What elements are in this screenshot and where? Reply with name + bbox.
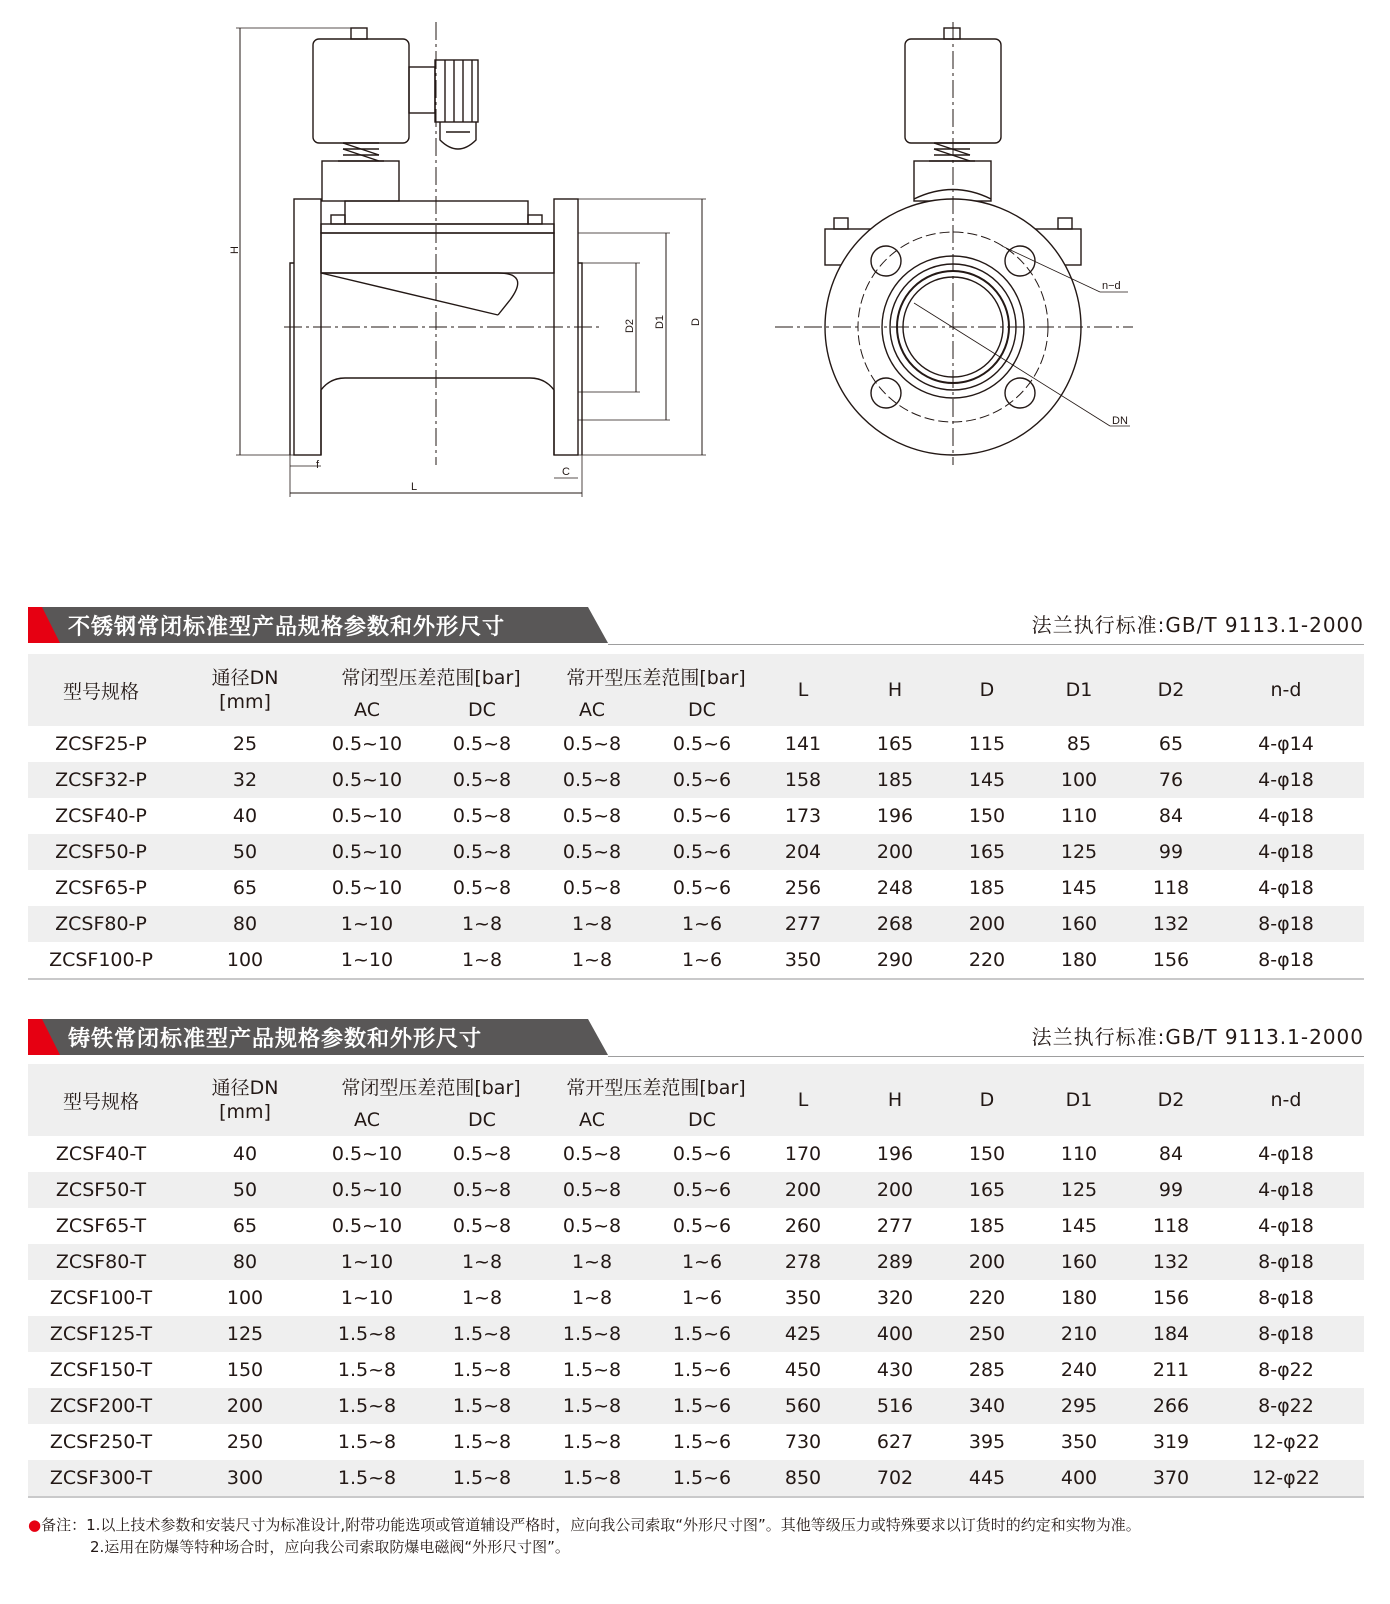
- cell-l: 256: [784, 877, 822, 899]
- cell-l: 141: [784, 733, 822, 755]
- header-d: D: [979, 679, 995, 701]
- cell-d1: 160: [1024, 906, 1134, 942]
- cell-dn: 200: [174, 1388, 316, 1424]
- cell-nd: 4-φ18: [1258, 877, 1314, 899]
- cell-nc-ac: 1.5~8: [316, 1388, 418, 1424]
- footnote-text-2: 2.运用在防爆等特种场合时，应向我公司索取防爆电磁阀“外形尺寸图”。: [90, 1538, 570, 1556]
- header-dn-line2: [mm]: [219, 691, 271, 713]
- cell-d2: 84: [1158, 1143, 1184, 1165]
- cell-no-dc: 0.5~6: [638, 1172, 766, 1208]
- cell-h: 200: [840, 834, 950, 870]
- cell-d: 395: [968, 1431, 1006, 1453]
- cell-model: ZCSF200-T: [28, 1388, 174, 1424]
- cell-d1: 160: [1024, 1244, 1134, 1280]
- cell-d: 115: [968, 733, 1006, 755]
- cell-d1: 125: [1024, 834, 1134, 870]
- cell-h: 702: [840, 1460, 950, 1497]
- cell-nc-dc: 1~8: [418, 906, 546, 942]
- cell-no-ac: 1~8: [546, 942, 638, 979]
- cell-h: 196: [876, 805, 914, 827]
- header-no-dc: DC: [688, 1109, 716, 1131]
- cell-no-ac: 1.5~8: [546, 1460, 638, 1497]
- cell-l: 200: [766, 1172, 840, 1208]
- cell-d: 285: [968, 1359, 1006, 1381]
- table-row: [28, 1316, 1364, 1352]
- cell-model: ZCSF80-P: [28, 906, 174, 942]
- table-row: [28, 942, 1364, 979]
- header-dn: [174, 1064, 316, 1136]
- header-d2: D2: [1157, 679, 1185, 701]
- cell-l: 730: [784, 1431, 822, 1453]
- cell-d2: 211: [1152, 1359, 1190, 1381]
- cell-dn: 150: [226, 1359, 264, 1381]
- cell-no-dc: 1.5~6: [672, 1431, 732, 1453]
- iron-section-title: 铸铁常闭标准型产品规格参数和外形尺寸: [68, 1027, 483, 1052]
- cell-d: 200: [950, 1244, 1024, 1280]
- cell-no-dc: 0.5~6: [638, 762, 766, 798]
- cell-nc-dc: 1.5~8: [418, 1316, 546, 1352]
- cell-nc-ac: 1.5~8: [337, 1359, 397, 1381]
- cell-nd: 8-φ18: [1258, 1287, 1314, 1309]
- cell-dn: 32: [174, 762, 316, 798]
- cell-dn: 300: [174, 1460, 316, 1497]
- cell-nc-ac: 1~10: [316, 1244, 418, 1280]
- cell-h: 277: [876, 1215, 914, 1237]
- cell-dn: 125: [174, 1316, 316, 1352]
- cell-d: 445: [950, 1460, 1024, 1497]
- cell-no-dc: 0.5~6: [672, 1143, 732, 1165]
- table-row: [28, 1208, 1364, 1244]
- header-no-ac: AC: [579, 1109, 605, 1131]
- iron-flange-standard: 法兰执行标准:GB/T 9113.1-2000: [1031, 1025, 1364, 1049]
- steel-section-header: [28, 607, 1364, 647]
- dim-label-nd: n−d: [1102, 280, 1121, 292]
- table-row: [28, 1388, 1364, 1424]
- cell-d1: 145: [1060, 1215, 1098, 1237]
- cell-dn: 65: [232, 1215, 258, 1237]
- header-nc-dc: DC: [468, 1109, 496, 1131]
- header-no-range: 常开型压差范围[bar]: [566, 1077, 746, 1099]
- cell-dn: 50: [174, 834, 316, 870]
- cell-h: 290: [840, 942, 950, 979]
- cell-model: ZCSF50-P: [28, 834, 174, 870]
- cell-h: 196: [876, 1143, 914, 1165]
- iron-section-header: [28, 1019, 1364, 1059]
- cell-nc-dc: 0.5~8: [418, 1172, 546, 1208]
- cell-d1: 110: [1060, 1143, 1098, 1165]
- table-row: [28, 834, 1364, 870]
- cell-d: 200: [950, 906, 1024, 942]
- cell-model: ZCSF100-P: [28, 942, 174, 979]
- table-row: [28, 870, 1364, 906]
- dim-label-d1: D1: [654, 314, 666, 330]
- cell-no-ac: 1.5~8: [562, 1431, 622, 1453]
- cell-nc-ac: 0.5~10: [316, 834, 418, 870]
- cell-l: 450: [784, 1359, 822, 1381]
- cell-nd: 8-φ18: [1208, 1316, 1364, 1352]
- cell-no-ac: 1.5~8: [546, 1388, 638, 1424]
- steel-flange-standard: 法兰执行标准:GB/T 9113.1-2000: [1031, 613, 1364, 637]
- header-no-dc: DC: [688, 699, 716, 721]
- cell-no-ac: 0.5~8: [546, 1172, 638, 1208]
- cell-d1: 85: [1066, 733, 1092, 755]
- cell-nc-dc: 1.5~8: [452, 1431, 512, 1453]
- cell-nd: 12-φ22: [1252, 1431, 1320, 1453]
- cell-no-ac: 0.5~8: [562, 1215, 622, 1237]
- cell-dn: 25: [232, 733, 258, 755]
- cell-d: 340: [950, 1388, 1024, 1424]
- cell-d2: 132: [1134, 906, 1208, 942]
- header-dn-line1: 通径DN: [211, 1077, 279, 1099]
- cell-nd: 12-φ22: [1208, 1460, 1364, 1497]
- cell-nc-ac: 0.5~10: [331, 1143, 403, 1165]
- cell-d1: 400: [1024, 1460, 1134, 1497]
- cell-nc-dc: 1.5~8: [452, 1359, 512, 1381]
- cell-model: ZCSF65-T: [55, 1215, 147, 1237]
- steel-header-rule: [608, 644, 1364, 645]
- cell-nd: 8-φ18: [1208, 1244, 1364, 1280]
- header-h: H: [887, 679, 903, 701]
- cell-d1: 100: [1024, 762, 1134, 798]
- cell-dn: 50: [174, 1172, 316, 1208]
- side-view: [775, 22, 1133, 465]
- cell-l: 260: [784, 1215, 822, 1237]
- cell-h: 627: [876, 1431, 914, 1453]
- cell-l: 170: [784, 1143, 822, 1165]
- cell-nd: 8-φ22: [1258, 1359, 1314, 1381]
- cell-l: 278: [766, 1244, 840, 1280]
- header-dn-line1: 通径DN: [211, 667, 279, 689]
- cell-d: 165: [950, 1172, 1024, 1208]
- cell-dn: 100: [226, 1287, 264, 1309]
- cell-d2: 156: [1152, 1287, 1190, 1309]
- cell-nc-dc: 0.5~8: [452, 1215, 512, 1237]
- cell-nc-ac: 1.5~8: [316, 1460, 418, 1497]
- cell-d: 150: [968, 1143, 1006, 1165]
- cell-d2: 266: [1134, 1388, 1208, 1424]
- table-row: [28, 1244, 1364, 1280]
- cell-h: 248: [876, 877, 914, 899]
- cell-l: 850: [766, 1460, 840, 1497]
- footnote-line-1: [28, 1514, 1141, 1536]
- steel-table-body: [28, 726, 1364, 979]
- cell-model: ZCSF150-T: [49, 1359, 153, 1381]
- header-no-range: 常开型压差范围[bar]: [566, 667, 746, 689]
- cell-d1: 125: [1024, 1172, 1134, 1208]
- cell-no-ac: 1~8: [546, 906, 638, 942]
- table-row: [28, 906, 1364, 942]
- table-row: [28, 726, 1364, 762]
- cell-d: 220: [968, 1287, 1006, 1309]
- iron-spec-table: [28, 1064, 1364, 1498]
- cell-nc-dc: 1~8: [418, 942, 546, 979]
- table-row: [28, 1460, 1364, 1497]
- cell-no-dc: 1.5~6: [638, 1460, 766, 1497]
- cell-nc-ac: 1.5~8: [337, 1431, 397, 1453]
- cell-l: 350: [766, 942, 840, 979]
- cell-l: 277: [766, 906, 840, 942]
- cell-d2: 118: [1152, 1215, 1190, 1237]
- cell-d1: 180: [1024, 942, 1134, 979]
- cell-nc-dc: 0.5~8: [452, 1143, 512, 1165]
- dim-label-l: L: [410, 481, 418, 493]
- cell-d1: 145: [1060, 877, 1098, 899]
- cell-no-ac: 1.5~8: [562, 1359, 622, 1381]
- cell-model: ZCSF32-P: [28, 762, 174, 798]
- cell-d2: 99: [1134, 834, 1208, 870]
- cell-model: ZCSF300-T: [28, 1460, 174, 1497]
- table-row: [28, 762, 1364, 798]
- dim-label-h: H: [229, 246, 241, 254]
- cell-d2: 370: [1134, 1460, 1208, 1497]
- cell-model: ZCSF80-T: [28, 1244, 174, 1280]
- cell-nc-dc: 0.5~8: [418, 762, 546, 798]
- cell-no-ac: 0.5~8: [546, 834, 638, 870]
- header-d1: D1: [1065, 679, 1093, 701]
- cell-no-dc: 1~6: [638, 906, 766, 942]
- cell-nd: 4-φ18: [1208, 1172, 1364, 1208]
- cell-d: 185: [968, 877, 1006, 899]
- cell-nc-ac: 0.5~10: [331, 877, 403, 899]
- table-row: [28, 1136, 1364, 1172]
- cell-no-dc: 1~6: [638, 942, 766, 979]
- cell-nc-ac: 0.5~10: [316, 762, 418, 798]
- cell-h: 516: [840, 1388, 950, 1424]
- cell-d1: 295: [1024, 1388, 1134, 1424]
- cell-model: ZCSF40-P: [55, 805, 147, 827]
- cell-no-ac: 1.5~8: [546, 1316, 638, 1352]
- dim-label-d: D: [690, 318, 702, 326]
- header-no-ac: AC: [579, 699, 605, 721]
- cell-h: 185: [840, 762, 950, 798]
- iron-header-rule: [608, 1056, 1364, 1057]
- cell-d2: 76: [1134, 762, 1208, 798]
- cell-d2: 118: [1152, 877, 1190, 899]
- cell-nd: 4-φ18: [1258, 805, 1314, 827]
- cell-no-ac: 0.5~8: [546, 762, 638, 798]
- cell-d2: 156: [1134, 942, 1208, 979]
- cell-no-ac: 0.5~8: [562, 733, 622, 755]
- cell-l: 560: [766, 1388, 840, 1424]
- cell-model: ZCSF25-P: [55, 733, 147, 755]
- cell-no-dc: 1.5~6: [638, 1388, 766, 1424]
- cell-nd: 8-φ18: [1208, 942, 1364, 979]
- cell-nc-dc: 1.5~8: [418, 1388, 546, 1424]
- header-nc-ac: AC: [354, 699, 380, 721]
- cell-dn: 80: [174, 1244, 316, 1280]
- cell-no-dc: 1~6: [638, 1244, 766, 1280]
- cell-dn: 250: [226, 1431, 264, 1453]
- cell-nc-ac: 0.5~10: [331, 805, 403, 827]
- cell-nc-dc: 1.5~8: [418, 1460, 546, 1497]
- header-dn: [174, 654, 316, 726]
- front-view: [236, 22, 706, 497]
- cell-model: ZCSF50-T: [28, 1172, 174, 1208]
- cell-d: 220: [950, 942, 1024, 979]
- header-nc-range: 常闭型压差范围[bar]: [341, 667, 521, 689]
- cell-no-dc: 1~6: [681, 1287, 723, 1309]
- cell-d1: 240: [1060, 1359, 1098, 1381]
- cell-nd: 4-φ18: [1258, 1143, 1314, 1165]
- cell-no-ac: 0.5~8: [562, 805, 622, 827]
- cell-no-ac: 1~8: [546, 1244, 638, 1280]
- table-row: [28, 1352, 1364, 1388]
- cell-model: ZCSF40-T: [55, 1143, 147, 1165]
- cell-no-dc: 0.5~6: [672, 805, 732, 827]
- header-d: D: [979, 1089, 995, 1111]
- cell-nc-ac: 0.5~10: [316, 1172, 418, 1208]
- cell-model: ZCSF125-T: [28, 1316, 174, 1352]
- cell-h: 289: [840, 1244, 950, 1280]
- table-row: [28, 1172, 1364, 1208]
- header-nd: n-d: [1270, 1089, 1302, 1111]
- cell-nc-ac: 0.5~10: [331, 1215, 403, 1237]
- header-d2: D2: [1157, 1089, 1185, 1111]
- steel-spec-table: [28, 654, 1364, 980]
- cell-d: 185: [968, 1215, 1006, 1237]
- cell-dn: 40: [232, 805, 258, 827]
- cell-no-ac: 0.5~8: [562, 1143, 622, 1165]
- cell-nc-dc: 1~8: [461, 1287, 503, 1309]
- cell-nd: 4-φ18: [1258, 1215, 1314, 1237]
- dim-label-f: f: [316, 459, 320, 471]
- dim-label-dn: DN: [1112, 415, 1128, 427]
- cell-model: ZCSF100-T: [49, 1287, 153, 1309]
- cell-d: 250: [950, 1316, 1024, 1352]
- cell-h: 430: [876, 1359, 914, 1381]
- cell-dn: 100: [174, 942, 316, 979]
- table-row: [28, 1424, 1364, 1460]
- dim-label-c: C: [562, 466, 570, 478]
- cell-no-dc: 0.5~6: [672, 733, 732, 755]
- cell-l: 425: [766, 1316, 840, 1352]
- cell-d1: 350: [1060, 1431, 1098, 1453]
- cell-d2: 184: [1134, 1316, 1208, 1352]
- bullet-dot-icon: ●: [28, 1516, 42, 1534]
- cell-no-dc: 1.5~6: [638, 1316, 766, 1352]
- cell-no-dc: 0.5~6: [672, 877, 732, 899]
- cell-dn: 40: [232, 1143, 258, 1165]
- cell-d: 165: [950, 834, 1024, 870]
- cell-model: ZCSF65-P: [55, 877, 147, 899]
- footnotes: [28, 1514, 1141, 1558]
- cell-d2: 65: [1158, 733, 1184, 755]
- cell-no-ac: 1~8: [571, 1287, 613, 1309]
- footnote-label: 备注：: [41, 1516, 87, 1534]
- cell-l: 204: [766, 834, 840, 870]
- cell-h: 165: [876, 733, 914, 755]
- cell-l: 350: [784, 1287, 822, 1309]
- cell-nd: 8-φ22: [1208, 1388, 1364, 1424]
- cell-nc-dc: 0.5~8: [418, 834, 546, 870]
- cell-no-dc: 1.5~6: [672, 1359, 732, 1381]
- header-d1: D1: [1065, 1089, 1093, 1111]
- cell-no-dc: 0.5~6: [672, 1215, 732, 1237]
- cell-l: 158: [766, 762, 840, 798]
- cell-no-dc: 0.5~6: [638, 834, 766, 870]
- cell-nc-dc: 1~8: [418, 1244, 546, 1280]
- header-model: 型号规格: [62, 1090, 139, 1113]
- cell-d: 150: [968, 805, 1006, 827]
- header-dn-line2: [mm]: [219, 1101, 271, 1123]
- header-nc-ac: AC: [354, 1109, 380, 1131]
- cell-dn: 80: [174, 906, 316, 942]
- cell-nc-dc: 0.5~8: [452, 877, 512, 899]
- cell-nc-ac: 1~10: [316, 942, 418, 979]
- header-nd: n-d: [1270, 679, 1302, 701]
- cell-nd: 4-φ18: [1208, 834, 1364, 870]
- cell-h: 200: [840, 1172, 950, 1208]
- cell-h: 400: [840, 1316, 950, 1352]
- header-l: L: [797, 679, 809, 701]
- header-h: H: [887, 1089, 903, 1111]
- cell-nc-ac: 1.5~8: [316, 1316, 418, 1352]
- header-l: L: [797, 1089, 809, 1111]
- cell-model: ZCSF250-T: [49, 1431, 153, 1453]
- cell-d2: 84: [1158, 805, 1184, 827]
- cell-nc-dc: 0.5~8: [452, 733, 512, 755]
- cell-l: 173: [784, 805, 822, 827]
- footnote-text-1: 1.以上技术参数和安装尺寸为标准设计,附带功能选项或管道辅设严格时，应向我公司索取“外形尺寸图”。其他等级压力或特殊要求以订货时的约定和实物为准。: [86, 1516, 1141, 1534]
- cell-d: 145: [950, 762, 1024, 798]
- cell-dn: 65: [232, 877, 258, 899]
- table-row: [28, 1280, 1364, 1316]
- dim-label-d2: D2: [624, 318, 636, 334]
- cell-d1: 210: [1024, 1316, 1134, 1352]
- cell-nd: 8-φ18: [1208, 906, 1364, 942]
- table-row: [28, 798, 1364, 834]
- header-nc-range: 常闭型压差范围[bar]: [341, 1077, 521, 1099]
- steel-section-title: 不锈钢常闭标准型产品规格参数和外形尺寸: [68, 615, 506, 640]
- valve-dimension-drawing: [0, 0, 1390, 560]
- cell-d2: 132: [1134, 1244, 1208, 1280]
- header-nc-dc: DC: [468, 699, 496, 721]
- cell-nc-ac: 1~10: [340, 1287, 394, 1309]
- cell-h: 320: [876, 1287, 914, 1309]
- cell-nc-ac: 0.5~10: [331, 733, 403, 755]
- cell-nd: 4-φ14: [1258, 733, 1314, 755]
- footnote-line-2: [28, 1536, 1141, 1558]
- cell-no-ac: 0.5~8: [562, 877, 622, 899]
- cell-d1: 180: [1060, 1287, 1098, 1309]
- cell-d2: 319: [1152, 1431, 1190, 1453]
- cell-d1: 110: [1060, 805, 1098, 827]
- header-model: 型号规格: [62, 680, 139, 703]
- cell-nd: 4-φ18: [1208, 762, 1364, 798]
- iron-table-body: [28, 1136, 1364, 1497]
- cell-nc-dc: 0.5~8: [452, 805, 512, 827]
- cell-d2: 99: [1134, 1172, 1208, 1208]
- cell-nc-ac: 1~10: [316, 906, 418, 942]
- cell-h: 268: [840, 906, 950, 942]
